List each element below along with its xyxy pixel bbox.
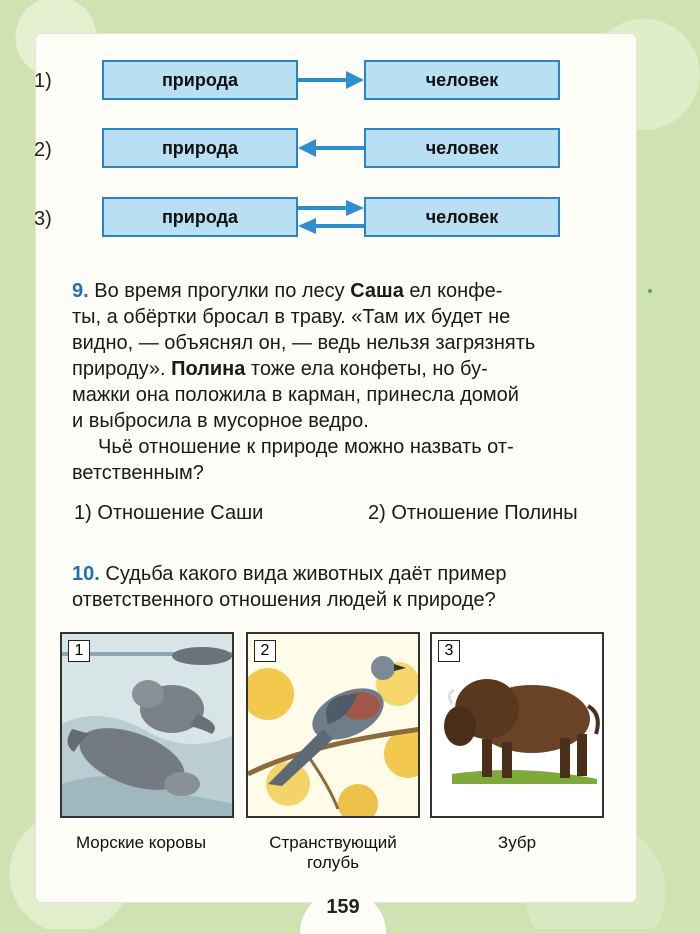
human-box: человек xyxy=(364,197,560,237)
caption-bison: Зубр xyxy=(497,833,537,852)
picture-number: 1 xyxy=(68,640,90,662)
task-9-line: 9. Во время прогулки по лесу Саша ел конфе- xyxy=(72,280,503,302)
arrow-left-icon xyxy=(298,136,364,160)
page-number: 159 xyxy=(300,890,386,934)
task-9-line: видно, — объяснял он, — ведь нельзя загрязнять xyxy=(72,332,536,354)
picture-number: 3 xyxy=(438,640,460,662)
task-number: 9. xyxy=(72,280,89,302)
task-9-line: и выбросила в мусорное ведро. xyxy=(72,410,369,432)
nature-box: природа xyxy=(102,60,298,100)
row-number: 2) xyxy=(34,139,52,161)
answer-option-1: 1) Отношение Саши xyxy=(74,502,264,524)
human-box: человек xyxy=(364,60,560,100)
task-9-line: мажки она положила в карман, принесла домой xyxy=(72,384,519,406)
picture-pigeon xyxy=(246,632,420,818)
caption-sea-cows: Морские коровы xyxy=(75,833,207,852)
human-box: человек xyxy=(364,128,560,168)
nature-box: природа xyxy=(102,197,298,237)
arrow-both-icon xyxy=(298,199,364,235)
task-10-line: ответственного отношения людей к природе? xyxy=(72,589,496,611)
task-9-line: ты, а обёртки бросал в траву. «Там их будет не xyxy=(72,306,511,328)
arrow-right-icon xyxy=(298,68,364,92)
task-9-question: Чьё отношение к природе можно назвать от- xyxy=(98,436,514,458)
picture-number: 2 xyxy=(254,640,276,662)
margin-dot xyxy=(648,289,652,293)
picture-bison xyxy=(430,632,604,818)
name-polina: Полина xyxy=(171,358,246,380)
row-number: 3) xyxy=(34,208,52,230)
task-9-text xyxy=(72,278,632,486)
name-sasha: Саша xyxy=(350,280,404,302)
task-10-line: 10. Судьба какого вида животных даёт пример xyxy=(72,563,507,585)
caption-pigeon: Странствующий голубь xyxy=(269,833,397,872)
answer-option-2: 2) Отношение Полины xyxy=(368,502,578,524)
task-9-line: природу». Полина тоже ела конфеты, но бу- xyxy=(72,358,488,380)
task-number: 10. xyxy=(72,563,100,585)
picture-sea-cows xyxy=(60,632,234,818)
task-10-text xyxy=(72,561,632,613)
task-9-question: ветственным? xyxy=(72,462,204,484)
nature-box: природа xyxy=(102,128,298,168)
row-number: 1) xyxy=(34,70,52,92)
